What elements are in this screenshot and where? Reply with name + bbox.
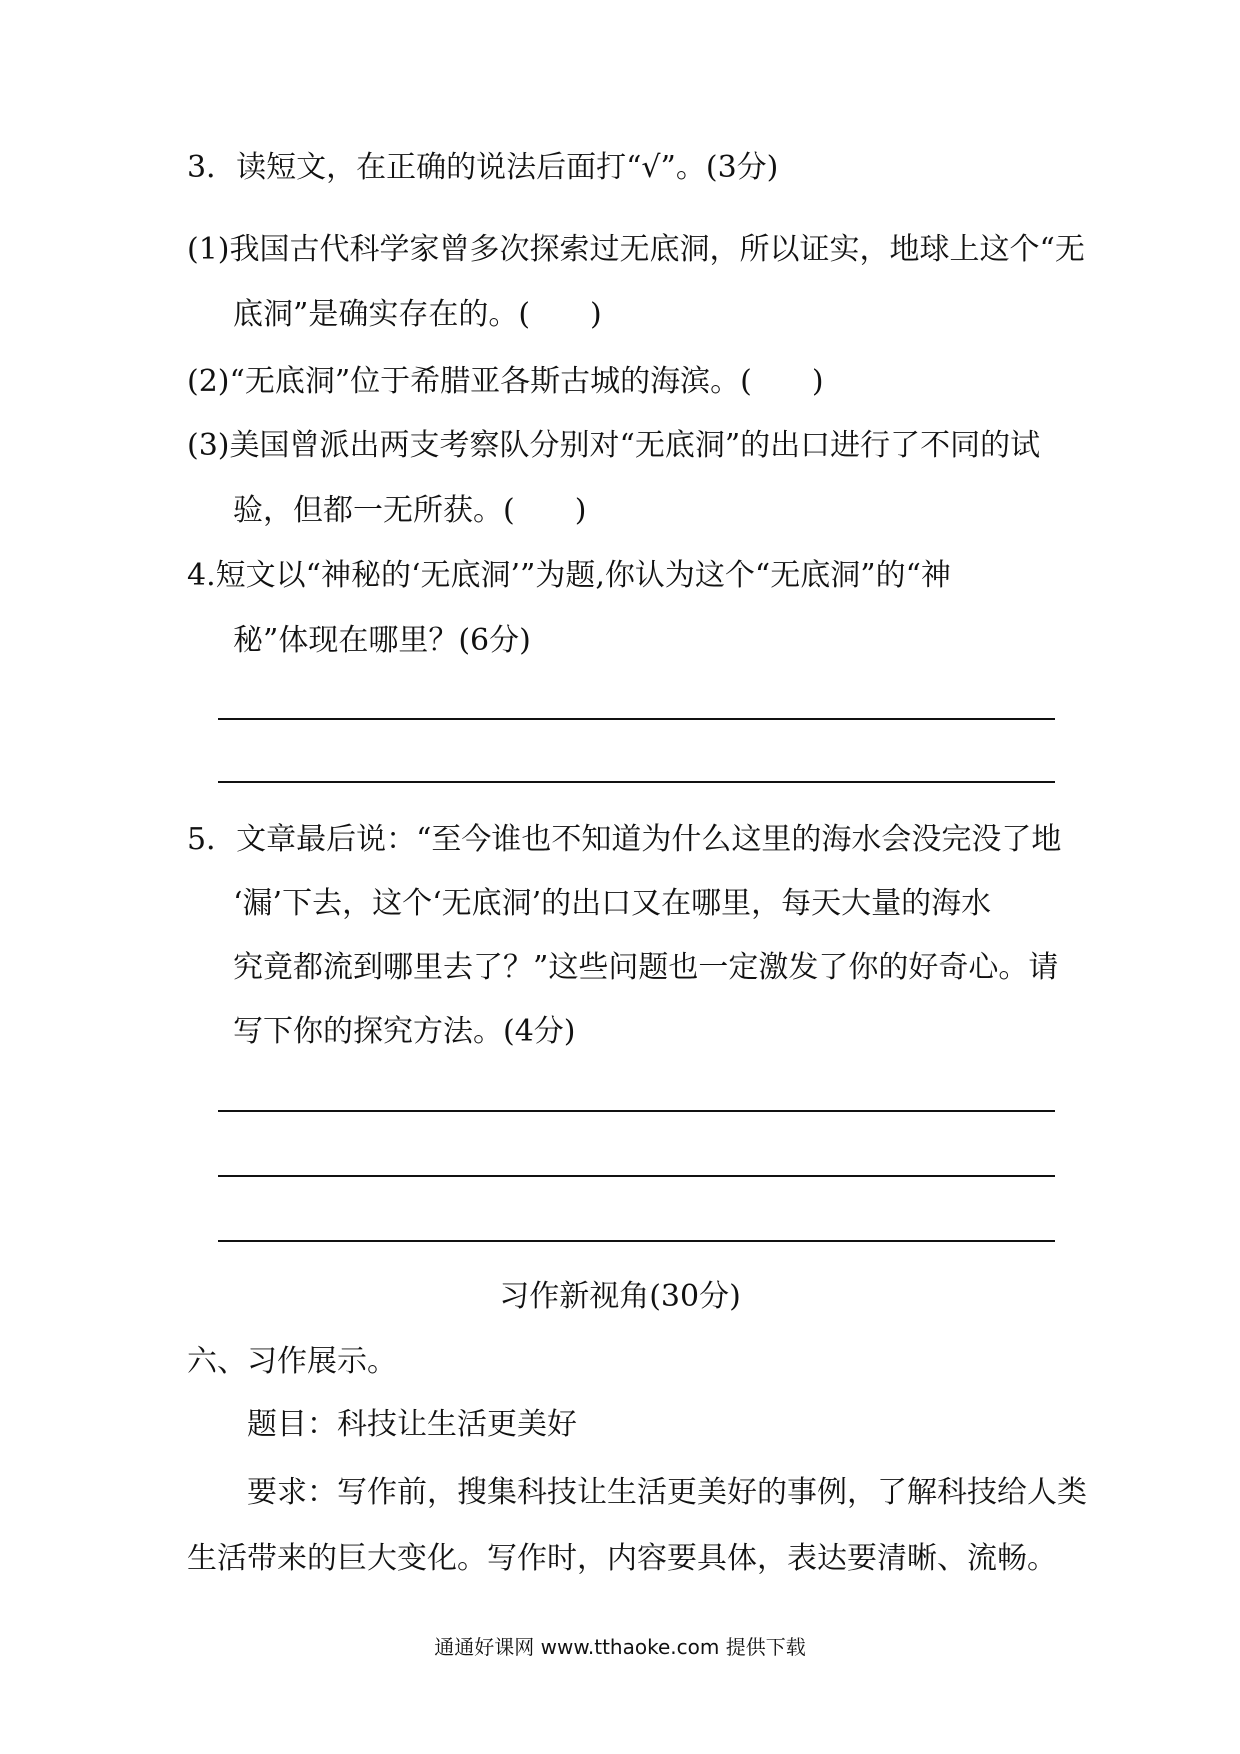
answer-line-q4-2[interactable] xyxy=(218,781,1055,783)
q3-item-2: (2)“无底洞”位于希腊亚各斯古城的海滨。( ) xyxy=(187,364,824,399)
q3-item-3-line2: 验，但都一无所获。( ) xyxy=(233,493,587,528)
q3-title: 3．读短文，在正确的说法后面打“√”。(3分) xyxy=(187,150,779,185)
q4-line1: 4.短文以“神秘的‘无底洞’”为题,你认为这个“无底洞”的“神 xyxy=(187,558,951,593)
q5-line4: 写下你的探究方法。(4分) xyxy=(233,1014,576,1049)
section-heading: 习作新视角(30分) xyxy=(499,1279,741,1314)
answer-line-q5-1[interactable] xyxy=(218,1110,1055,1112)
q4-line2: 秘”体现在哪里？(6分) xyxy=(233,623,531,658)
page-footer: 通通好课网 www.tthaoke.com 提供下载 xyxy=(434,1635,806,1659)
part6-title: 六、习作展示。 xyxy=(187,1344,397,1379)
q3-item-3-line1: (3)美国曾派出两支考察队分别对“无底洞”的出口进行了不同的试 xyxy=(187,428,1041,463)
q3-item-1-line2: 底洞”是确实存在的。( ) xyxy=(233,297,602,332)
part6-topic: 题目：科技让生活更美好 xyxy=(247,1407,577,1442)
part6-requirement-line2: 生活带来的巨大变化。写作时，内容要具体，表达要清晰、流畅。 xyxy=(187,1541,1057,1576)
answer-line-q5-3[interactable] xyxy=(218,1240,1055,1242)
q3-item-1-line1: (1)我国古代科学家曾多次探索过无底洞，所以证实，地球上这个“无 xyxy=(187,232,1085,267)
answer-line-q5-2[interactable] xyxy=(218,1175,1055,1177)
part6-requirement-line1: 要求：写作前，搜集科技让生活更美好的事例，了解科技给人类 xyxy=(247,1475,1087,1510)
q5-line2: ‘漏’下去，这个‘无底洞’的出口又在哪里，每天大量的海水 xyxy=(233,886,992,921)
answer-line-q4-1[interactable] xyxy=(218,718,1055,720)
q5-line1: 5．文章最后说：“至今谁也不知道为什么这里的海水会没完没了地 xyxy=(187,822,1062,857)
q5-line3: 究竟都流到哪里去了？”这些问题也一定激发了你的好奇心。请 xyxy=(233,950,1059,985)
